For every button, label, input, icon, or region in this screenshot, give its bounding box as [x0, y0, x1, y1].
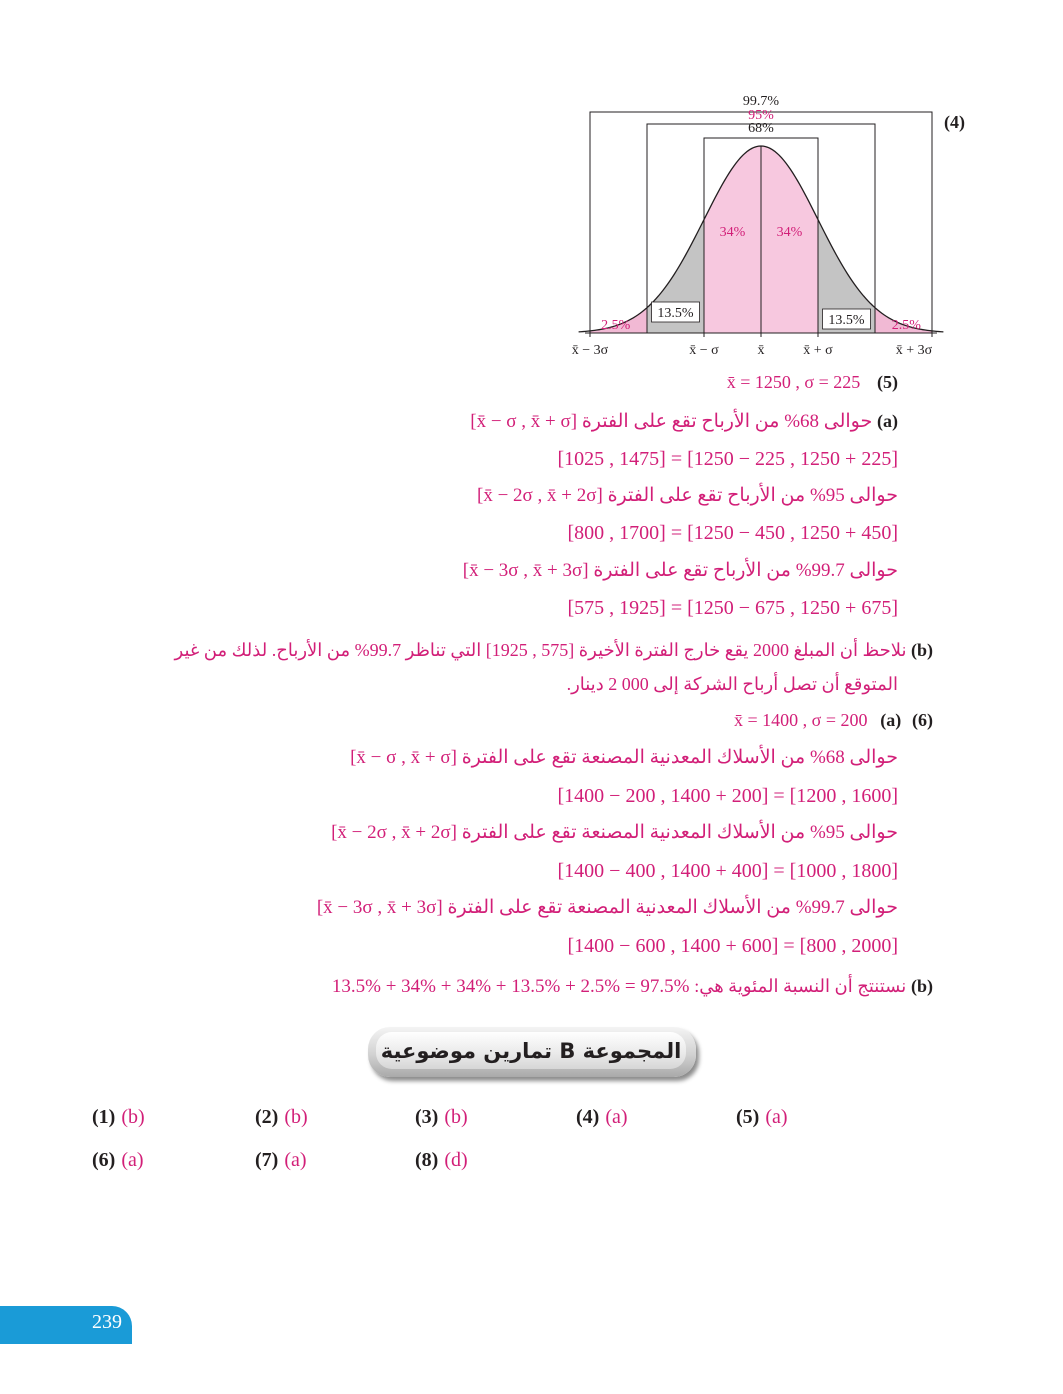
q5-a-label: (a) — [877, 411, 898, 431]
q6-a2-interval: [x̄ − 2σ , x̄ + 2σ] — [331, 822, 457, 843]
answer-7 — [255, 1149, 307, 1172]
q6-a3-calc: [1400 − 600 , 1400 + 600] = [800 , 2000] — [567, 935, 898, 957]
q5-a3-interval: [x̄ − 3σ , x̄ + 3σ] — [462, 560, 589, 581]
q6-a1-text: حوالى 68% من الأسلاك المعدنية المصنعة تقع على الفترة — [461, 747, 898, 768]
q6-b-text: نستنتج أن النسبة المئوية هي: — [694, 976, 907, 996]
q5-a3-calc: [575 , 1925] = [1250 − 675 , 1250 + 675] — [567, 597, 898, 619]
answer-5 — [736, 1106, 788, 1129]
q5-a1-text: حوالى 68% من الأرباح تقع على الفترة — [581, 411, 873, 432]
normal-distribution-chart — [571, 88, 940, 363]
region-label-right-34: 34% — [776, 225, 803, 240]
q5-a2-text: حوالى 95% من الأرباح تقع على الفترة — [607, 485, 898, 506]
page-number: 239 — [92, 1311, 122, 1333]
q6-b-label: (b) — [910, 976, 933, 996]
q5-a3-text: حوالى 99.7% من الأرباح تقع على الفترة — [593, 560, 898, 581]
answer-1-value: (b) — [121, 1106, 145, 1128]
answer-4 — [576, 1106, 628, 1129]
tick-label-3: x̄ + σ — [803, 343, 833, 358]
answer-8 — [415, 1149, 468, 1172]
q5-a2-calc: [800 , 1700] = [1250 − 450 , 1250 + 450] — [567, 522, 898, 544]
q5-a3-line — [463, 559, 898, 582]
q5-a1-calc: [1025 , 1475] = [1250 − 225 , 1250 + 225] — [557, 448, 898, 470]
answer-2-number: (2) — [255, 1106, 279, 1128]
answer-7-number: (7) — [255, 1149, 279, 1171]
answer-3-number: (3) — [415, 1106, 439, 1128]
q6-given: x̄ = 1400 , σ = 200 — [733, 710, 868, 730]
region-label-left-13: 13.5% — [657, 306, 694, 321]
region-label-left-34: 34% — [719, 225, 746, 240]
q5-a2-interval: [x̄ − 2σ , x̄ + 2σ] — [477, 485, 603, 506]
answer-8-value: (d) — [444, 1149, 468, 1171]
section-banner — [368, 1027, 696, 1077]
q6-a2-text: حوالى 95% من الأسلاك المعدنية المصنعة تقع على الفترة — [461, 822, 898, 843]
q6-a1-interval: [x̄ − σ , x̄ + σ] — [350, 747, 457, 768]
q5-given: x̄ = 1250 , σ = 225 — [726, 372, 861, 392]
q4-number: (4) — [944, 112, 965, 132]
q5-number: (5) — [877, 372, 898, 392]
q5-a2-line — [477, 484, 898, 507]
answer-8-number: (8) — [415, 1149, 439, 1171]
region-label-right-tail: 2.5% — [891, 318, 921, 333]
tick-label-2: x̄ — [757, 343, 765, 358]
q5-b-line2 — [567, 674, 898, 695]
answer-6 — [92, 1149, 144, 1172]
q6-header-line — [734, 710, 933, 732]
q6-a3-line — [317, 896, 898, 919]
answer-5-value: (a) — [765, 1106, 788, 1128]
q6-a2-line — [331, 821, 898, 844]
tick-label-4: x̄ + 3σ — [895, 343, 933, 358]
q6-a2-calc: [1400 − 400 , 1400 + 400] = [1000 , 1800] — [557, 860, 898, 882]
answer-3 — [415, 1106, 468, 1129]
answer-1-number: (1) — [92, 1106, 116, 1128]
region-label-right-13: 13.5% — [828, 313, 865, 328]
answer-2-value: (b) — [284, 1106, 308, 1128]
answer-1 — [92, 1106, 145, 1129]
answer-6-value: (a) — [121, 1149, 144, 1171]
q6-a1-line — [350, 746, 898, 769]
q6-b-formula: 13.5% + 34% + 34% + 13.5% + 2.5% = 97.5% — [331, 976, 690, 997]
q5-a1-line — [470, 410, 898, 433]
band-68-label: 68% — [748, 121, 774, 136]
tick-label-1: x̄ − σ — [689, 343, 719, 358]
q6-number: (6) — [912, 710, 933, 730]
q5-b-text1: نلاحظ أن المبلغ 2000 يقع خارج الفترة الأخيرة [575 , 1925] التي تناظر 99.7% من الأرباح. لذلك من غير — [174, 640, 907, 660]
answer-3-value: (b) — [444, 1106, 468, 1128]
band-95-label: 95% — [748, 108, 774, 123]
page-number-tab — [0, 1306, 132, 1344]
section-title: المجموعة B تمارين موضوعية — [376, 1032, 686, 1069]
answer-6-number: (6) — [92, 1149, 116, 1171]
band-99-7-label: 99.7% — [742, 94, 780, 109]
region-label-left-tail: 2.5% — [601, 318, 631, 333]
q6-a1-calc: [1400 − 200 , 1400 + 200] = [1200 , 1600] — [557, 785, 898, 807]
answer-5-number: (5) — [736, 1106, 760, 1128]
q6-a-label: (a) — [880, 710, 902, 730]
q6-a3-interval: [x̄ − 3σ , x̄ + 3σ] — [316, 897, 443, 918]
answer-4-number: (4) — [576, 1106, 600, 1128]
q6-a3-text: حوالى 99.7% من الأسلاك المعدنية المصنعة تقع على الفترة — [447, 897, 898, 918]
answer-4-value: (a) — [605, 1106, 628, 1128]
q6-b-line — [332, 976, 933, 998]
answer-7-value: (a) — [284, 1149, 307, 1171]
answer-2 — [255, 1106, 308, 1129]
q5-a1-interval: [x̄ − σ , x̄ + σ] — [470, 411, 578, 432]
q5-b-label: (b) — [910, 640, 933, 660]
q5-b-line1 — [175, 640, 933, 661]
q5-given-line — [727, 372, 898, 394]
tick-label-0: x̄ − 3σ — [571, 343, 609, 358]
q5-b-text2: المتوقع أن تصل أرباح الشركة إلى 000 2 دينار. — [566, 674, 898, 694]
